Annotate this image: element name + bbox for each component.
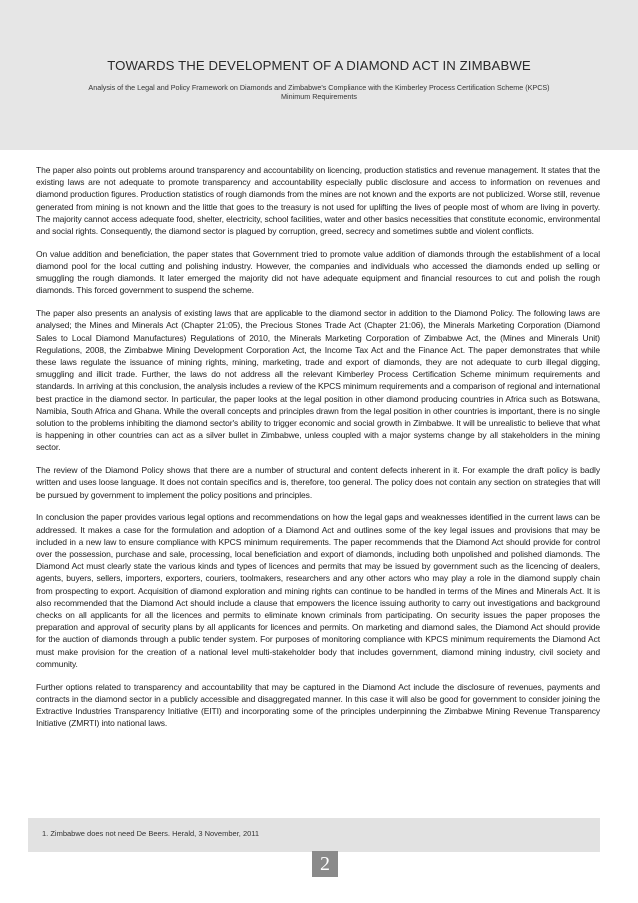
footnote-box [28,818,600,852]
page-number: 2 [320,853,330,875]
document-subtitle: Analysis of the Legal and Policy Framework on Diamonds and Zimbabwe's Compliance with the Kimberley Process Certification Scheme (KPCS) Minimum Requirements [88,83,550,101]
paragraph-existing-laws: The paper also presents an analysis of existing laws that are applicable to the diamond sector in addition to the Diamond Policy. The following laws are analysed; the Mines and Minerals Act (Chapter 21:05), the Precious Stones Trade Act (Chapter 21:06), the Minerals Marketing Corporation (Diamond Sales to Local Diamond Manufactures) Regulations of 2010, the Minerals Marketing Corporation of Zimbabwe Act, the (Mines and Minerals Unit) Regulations, 2008, the Zimbabwe Mining Development Corporation Act, the Income Tax Act and the Finance Act. The paper demonstrates that while these laws regulate the issuance of mining rights, mining, marketing, trade and export of diamonds, they are not adequate to curb illegal digging, smuggling and illicit trade. Further, the laws do not address all the relevant Kimberley Process Certification Scheme minimum requirements and standards. In arriving at this conclusion, the analysis includes a review of the KPCS minimum requirements and a comparison of regional and international best practice in the diamond sector. In particular, the paper looks at the legal position in other diamond producing countries in Africa such as Botswana, Namibia, South Africa and Ghana. While the overall concepts and principles drawn from the legal position in other countries is important, there is no single solution to the problems inhibiting the diamond sector's ability to trigger economic and social growth in Zimbabwe. It will be unrealistic to believe that what is happening in other countries can act as a silver bullet in Zimbabwe, unless coupled with a major systems change by all stakeholders in the mining sector. [36,308,600,453]
footnote: 1. Zimbabwe does not need De Beers. Herald, 3 November, 2011 [42,829,260,838]
paragraph-further-options: Further options related to transparency and accountability that may be captured in the Diamond Act include the disclosure of revenues, payments and contracts in the diamond sector in a publicly accessible and disaggregated manner. In this case it will also be good for government to consider joining the Extractive Industries Transparency Initiative (EITI) and incorporating some of the principles underpinning the Zimbabwe Mining Revenue Transparency Initiative (ZMRTI) into national laws. [36,681,600,729]
page-number-badge [312,851,338,877]
body-text [36,164,600,740]
page-header [0,0,638,150]
document-title: TOWARDS THE DEVELOPMENT OF A DIAMOND ACT IN ZIMBABWE [107,58,531,73]
paragraph-value-addition: On value addition and beneficiation, the paper states that Government tried to promote value addition of diamonds through the establishment of a local diamond pool for the local cutting and polishing industry. However, the companies and individuals who accessed the diamonds ended up selling or smuggling the rough diamonds. It later emerged the majority did not have adequate equipment and financial resources to cut and polish the rough diamonds. This forced government to suspend the scheme. [36,248,600,296]
paragraph-transparency: The paper also points out problems around transparency and accountability on licencing, production statistics and revenue management. It states that the existing laws are not adequate to promote transparency and accountability especially public disclosure and access to information on revenues and diamond production figures. Production statistics of rough diamonds from the mines are not known and the exports are not publicized. Worse still, revenue generated from mining is not known and the little that goes to the treasury is not used for uplifting the lives of people most of whom are living in poverty. The majority cannot access adequate food, shelter, electricity, school facilities, water and other basics necessities that constitute economic, environmental and social rights. Consequently, the diamond sector is plagued by corruption, greed, secrecy and sometimes subtle and violent conflicts. [36,165,600,237]
paragraph-policy-review: The review of the Diamond Policy shows that there are a number of structural and content defects inherent in it. For example the draft policy is badly written and uses loose language. It does not contain specifics and is, therefore, too general. The policy does not contain any section on strategies that will be pursued by government to implement the policy positions and principles. [36,465,600,500]
paragraph-conclusion: In conclusion the paper provides various legal options and recommendations on how the legal gaps and weaknesses identified in the current laws can be addressed. It makes a case for the formulation and adoption of a Diamond Act and outlines some of the key legal issues and provisions that may be included in a new law to ensure compliance with KPCS minimum requirements. The paper recommends that the Diamond Act should provide for control over the possession, purchase and sale, processing, local beneficiation and export of diamonds, including both unpolished and polished diamonds. The Diamond Act must clearly state the various kinds and types of licences and permits that may be issued by government such as the licencing of dealers, agents, buyers, sellers, importers, exporters, couriers, toolmakers, researchers and any other actors who may play a role in the diamond supply chain from prospecting to export. Acquisition of diamond exploration and mining rights can continue to be handled in terms of the Mines and Minerals Act. It is also recommended that the Diamond Act should include a clause that empowers the licence issuing authority to carry out investigations and background checks on all applicants for all the licences and permits to eliminate known criminals from participating. On security issues the paper proposes the preparation and approval of security plans by all applicants for licences and permits. On marketing and diamond sales, the Diamond Act should provide for the auction of diamonds through a public tender system. For purposes of monitoring compliance with KPCS minimum requirements the Diamond Act must make provision for the creation of a national level multi-stakeholder body that includes government, diamond mining industry, civil society and community. [36,512,600,669]
